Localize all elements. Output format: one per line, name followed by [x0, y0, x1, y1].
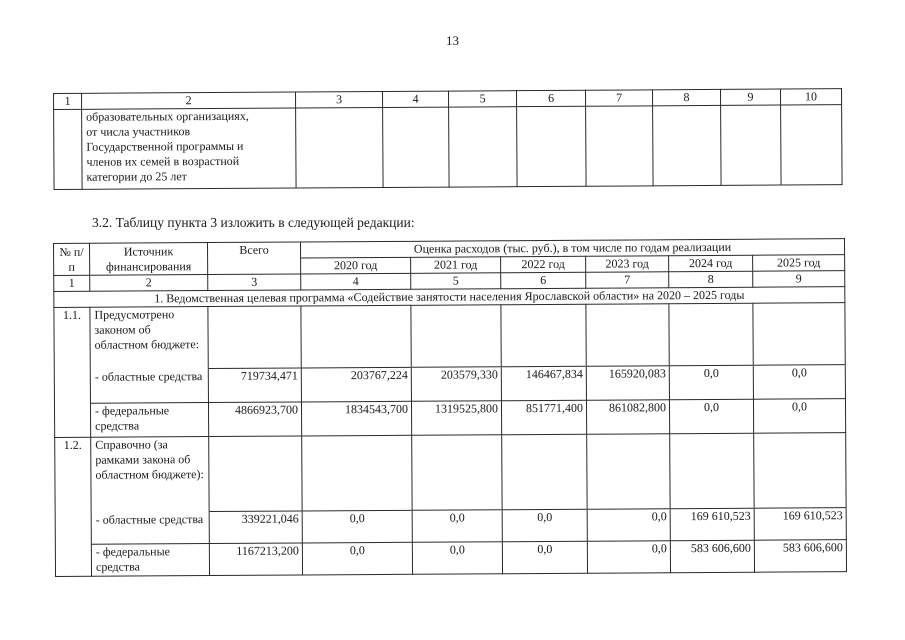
- empty-cell: [301, 305, 411, 368]
- total-cell: 4866923,700: [208, 402, 301, 437]
- header-num: № п/п: [54, 243, 90, 275]
- section-row: [55, 433, 846, 513]
- col-num-cell: 3: [208, 274, 301, 291]
- empty-cell: [449, 107, 517, 187]
- col-num-cell: 7: [585, 90, 652, 106]
- col-num-cell: 8: [669, 271, 753, 288]
- empty-cell: [296, 107, 383, 188]
- section-label: Предусмотрено законом об областном бюджете:: [90, 307, 208, 370]
- empty-cell: [753, 303, 845, 366]
- value-cell: 0,0: [753, 399, 845, 434]
- page-number: 13: [446, 33, 459, 48]
- value-cell: 851771,400: [501, 400, 586, 435]
- col-num-cell: 7: [586, 272, 669, 289]
- col-num-cell: 5: [448, 91, 516, 107]
- value-cell: 203579,330: [411, 367, 501, 402]
- empty-cell: [669, 303, 753, 366]
- col-num-cell: 4: [301, 273, 411, 290]
- text-line: от числа участников: [86, 124, 191, 139]
- empty-cell: [383, 107, 449, 187]
- col-num-cell: 9: [753, 271, 845, 288]
- value-cell: 1834543,700: [301, 401, 411, 436]
- col-num-cell: 9: [720, 89, 780, 105]
- row-label: - областные средства: [91, 512, 209, 545]
- col-num-cell: 5: [411, 273, 501, 290]
- header-estimate: Оценка расходов (тыс. руб.), в том числе по годам реализации: [300, 239, 844, 258]
- empty-cell: [653, 105, 721, 185]
- total-cell: 719734,471: [208, 368, 301, 403]
- section-number: 1.2.: [55, 437, 92, 576]
- col-num-cell: 2: [82, 92, 296, 109]
- col-num-cell: 4: [382, 91, 448, 107]
- table-row: [54, 105, 842, 190]
- header-total: Всего: [208, 242, 301, 275]
- empty-cell: [721, 105, 781, 185]
- empty-cell: [586, 106, 653, 186]
- empty-cell: [412, 435, 502, 511]
- year-header: 2023 год: [586, 256, 669, 273]
- col-num-cell: 1: [54, 93, 82, 109]
- empty-cell: [754, 433, 846, 509]
- value-cell: 0,0: [302, 542, 412, 575]
- value-cell: 0,0: [669, 365, 753, 400]
- table-row: [55, 540, 846, 577]
- year-header: 2022 год: [501, 256, 586, 273]
- col-num-cell: 2: [90, 275, 208, 292]
- value-cell: 169 610,523: [670, 508, 754, 541]
- text-line: образовательных организациях,: [86, 108, 249, 124]
- col-num-cell: 6: [501, 272, 586, 289]
- value-cell: 0,0: [412, 510, 502, 543]
- col-num-cell: 10: [780, 89, 841, 105]
- empty-cell: [517, 106, 586, 186]
- continuation-table: [53, 88, 843, 190]
- value-cell: 0,0: [587, 541, 670, 574]
- row-label: - федеральные средства: [90, 403, 208, 438]
- empty-cell: [501, 304, 586, 367]
- header-source: Источник финансирования: [90, 243, 208, 276]
- value-cell: 0,0: [502, 541, 587, 574]
- value-cell: 0,0: [302, 510, 412, 543]
- section-label: Справочно (за рамками закона об областном бюджете):: [91, 437, 209, 513]
- empty-cell: [411, 305, 501, 368]
- value-cell: 0,0: [412, 542, 502, 575]
- text-line: категории до 25 лет: [86, 169, 187, 184]
- col-num-cell: 6: [516, 90, 585, 106]
- empty-cell: [502, 434, 587, 510]
- text-line: Государственной программы и: [86, 138, 244, 154]
- section-row: [54, 303, 845, 370]
- row-label: - федеральные средства: [91, 544, 209, 577]
- value-cell: 0,0: [587, 509, 670, 542]
- text-line: членов их семей в возрастной: [86, 153, 240, 169]
- row-label: - областные средства: [90, 369, 208, 404]
- section-number: 1.1.: [54, 307, 91, 437]
- value-cell: 0,0: [753, 365, 845, 400]
- value-cell: 203767,224: [301, 367, 411, 402]
- program-title: 1. Ведомственная целевая программа «Содействие занятости населения Ярославской области» на 2020 – 2025 годы: [54, 287, 845, 308]
- value-cell: 861082,800: [586, 400, 669, 435]
- value-cell: 583 606,600: [754, 540, 846, 573]
- instruction-text: 3.2. Таблицу пункта 3 изложить в следующей редакции:: [92, 215, 415, 230]
- total-cell: 339221,046: [209, 511, 302, 544]
- total-cell: 1167213,200: [209, 543, 302, 576]
- col-num-cell: 1: [54, 275, 90, 291]
- empty-cell: [587, 434, 670, 510]
- value-cell: 583 606,600: [670, 540, 754, 573]
- empty-cell: [208, 306, 301, 369]
- value-cell: 165920,083: [586, 366, 669, 401]
- empty-cell: [54, 109, 82, 189]
- value-cell: 0,0: [669, 399, 753, 434]
- empty-cell: [302, 435, 412, 511]
- col-num-cell: 3: [295, 91, 382, 108]
- year-header: 2025 год: [753, 255, 845, 272]
- table-row: [54, 365, 845, 404]
- value-cell: 1319525,800: [411, 401, 501, 436]
- year-header: 2024 год: [669, 255, 753, 272]
- empty-cell: [781, 105, 842, 185]
- table-row: [55, 508, 846, 545]
- value-cell: 146467,834: [501, 366, 586, 401]
- year-header: 2020 год: [301, 257, 411, 274]
- empty-cell: [586, 304, 669, 367]
- expenses-table: [53, 238, 847, 577]
- year-header: 2021 год: [411, 257, 501, 274]
- empty-cell: [670, 433, 754, 509]
- value-cell: 0,0: [502, 509, 587, 542]
- table-row: [54, 399, 845, 438]
- empty-cell: [209, 436, 302, 512]
- indicator-text-cell: [82, 108, 296, 189]
- value-cell: 169 610,523: [754, 508, 846, 541]
- col-num-cell: 8: [652, 89, 720, 105]
